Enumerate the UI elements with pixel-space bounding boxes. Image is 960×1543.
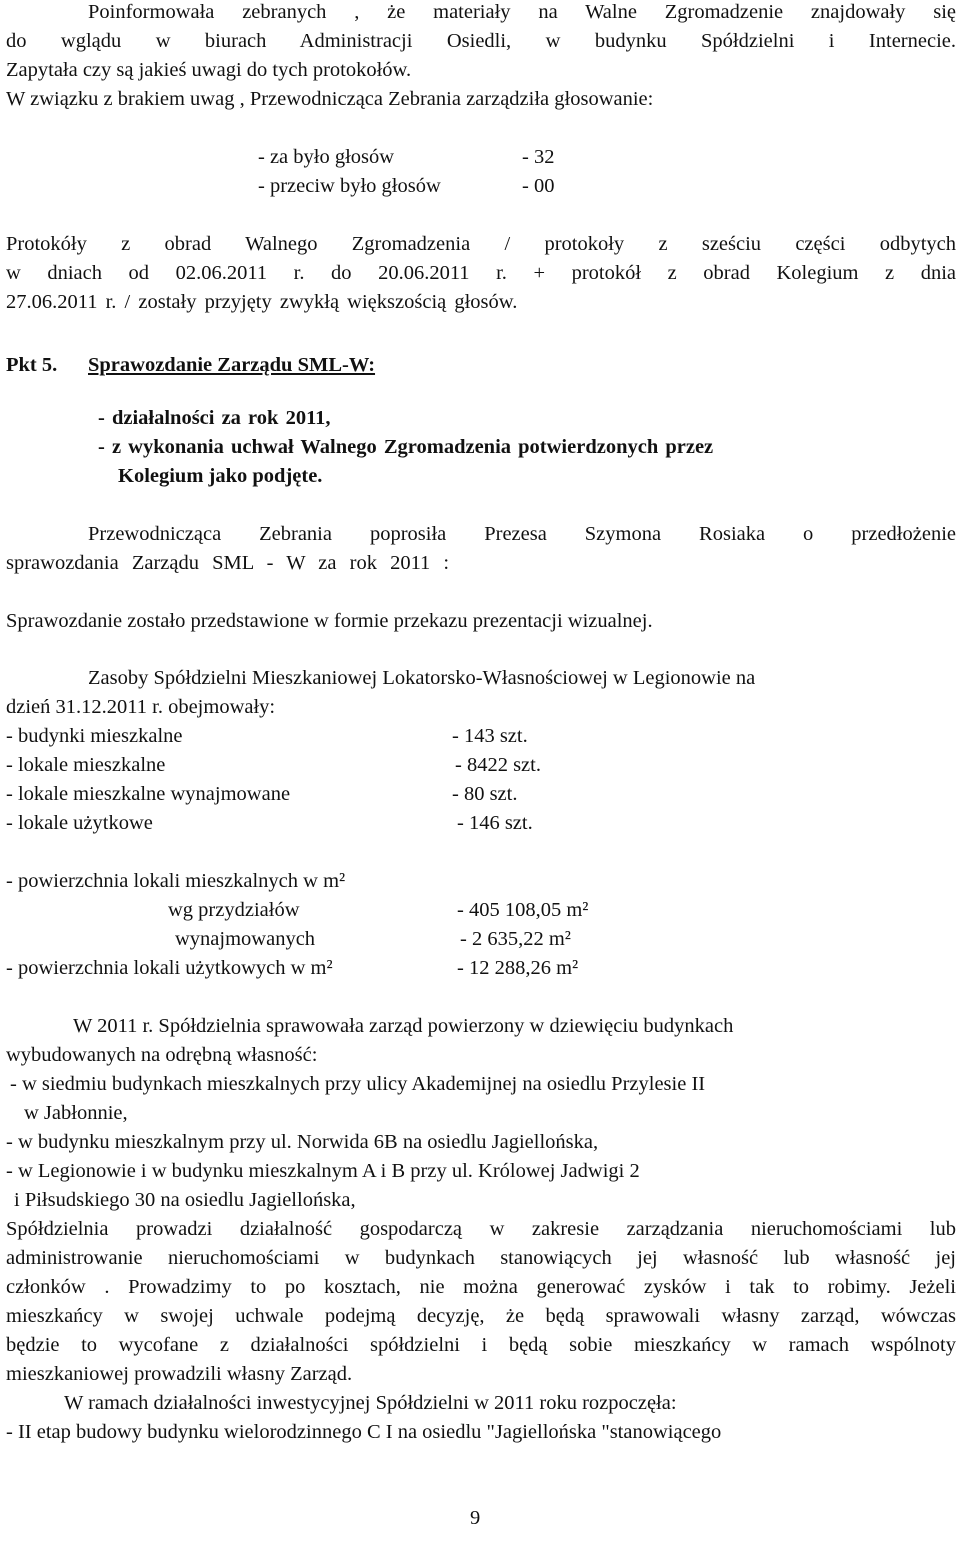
activity-line-1: Spółdzielnia prowadzi działalność gospodarczą w zakresie zarządzania nieruchomościami lub: [6, 1218, 956, 1240]
activity-line-3: członków . Prowadzimy to po kosztach, nie można generować zysków i tak to robimy. Jeżeli: [6, 1276, 956, 1298]
management-line-2: wybudowanych na odrębną własność:: [6, 1044, 318, 1066]
management-bullet-1-cont: w Jabłonnie,: [24, 1102, 128, 1124]
vote-for-label: - za było głosów: [258, 146, 395, 168]
section-item-1: - działalności za rok 2011,: [98, 407, 331, 429]
management-bullet-3-cont: i Piłsudskiego 30 na osiedlu Jagiellońska,: [14, 1189, 356, 1211]
section-item-2-cont: Kolegium jako podjęte.: [118, 465, 323, 487]
protocols-line-3: 27.06.2011 r. / zostały przyjęty zwykłą większością głosów.: [6, 291, 518, 313]
request-line-2: sprawozdania Zarządu SML - W za rok 2011 :: [6, 552, 450, 574]
area-allocated-value: - 405 108,05 m²: [457, 899, 589, 921]
resources-line-1: Zasoby Spółdzielni Mieszkaniowej Lokatorsko-Własnościowej w Legionowie na: [88, 667, 756, 689]
resource-item-label: - lokale mieszkalne wynajmowane: [6, 783, 291, 805]
intro-line-2: do wglądu w biurach Administracji Osiedli, w budynku Spółdzielni i Internecie.: [6, 30, 956, 52]
section-item-2: - z wykonania uchwał Walnego Zgromadzenia potwierdzonych przez: [98, 436, 714, 458]
investment-line-2: - II etap budowy budynku wielorodzinnego C I na osiedlu "Jagiellońska "stanowiącego: [6, 1421, 722, 1443]
presented-line: Sprawozdanie zostało przedstawione w formie przekazu prezentacji wizualnej.: [6, 610, 653, 632]
resource-item-label: - lokale mieszkalne: [6, 754, 166, 776]
resource-item-label: - lokale użytkowe: [6, 812, 153, 834]
resource-item-value: - 143 szt.: [452, 725, 528, 747]
activity-line-4: mieszkańcy w swojej uchwale podejmą decyzję, że będą sprawowali własny zarząd, wówczas: [6, 1305, 956, 1327]
intro-line-1: Poinformowała zebranych , że materiały na Walne Zgromadzenie znajdowały się: [88, 1, 956, 23]
vote-against-label: - przeciw było głosów: [258, 175, 441, 197]
protocols-line-1: Protokóły z obrad Walnego Zgromadzenia / protokoły z sześciu części odbytych: [6, 233, 956, 255]
section-number: Pkt 5.: [6, 354, 58, 376]
management-bullet-2: - w budynku mieszkalnym przy ul. Norwida 6B na osiedlu Jagiellońska,: [6, 1131, 599, 1153]
intro-line-4: W związku z brakiem uwag , Przewodnicząca Zebrania zarządziła głosowanie:: [6, 88, 654, 110]
resource-item-label: - budynki mieszkalne: [6, 725, 183, 747]
vote-for-value: - 32: [522, 146, 555, 168]
protocols-line-2: w dniach od 02.06.2011 r. do 20.06.2011 r. + protokół z obrad Kolegium z dnia: [6, 262, 956, 284]
resource-item-value: - 146 szt.: [457, 812, 533, 834]
management-bullet-3: - w Legionowie i w budynku mieszkalnym A i B przy ul. Królowej Jadwigi 2: [6, 1160, 640, 1182]
area-utility-value: - 12 288,26 m²: [457, 957, 579, 979]
investment-line-1: W ramach działalności inwestycyjnej Spółdzielni w 2011 roku rozpoczęła:: [64, 1392, 677, 1414]
area-utility-label: - powierzchnia lokali użytkowych w m²: [6, 957, 333, 979]
activity-line-6: mieszkaniowej prowadzili własny Zarząd.: [6, 1363, 353, 1385]
management-bullet-1: - w siedmiu budynkach mieszkalnych przy ulicy Akademijnej na osiedlu Przylesie II: [10, 1073, 706, 1095]
area-rented-value: - 2 635,22 m²: [460, 928, 571, 950]
page-number: 9: [470, 1507, 481, 1529]
management-line-1: W 2011 r. Spółdzielnia sprawowała zarząd powierzony w dziewięciu budynkach: [73, 1015, 734, 1037]
activity-line-2: administrowanie nieruchomościami w budynkach stanowiących jej własność lub własność jej: [6, 1247, 956, 1269]
area-residential-label: - powierzchnia lokali mieszkalnych w m²: [6, 870, 346, 892]
area-rented-label: wynajmowanych: [175, 928, 316, 950]
vote-against-value: - 00: [522, 175, 555, 197]
request-line-1: Przewodnicząca Zebrania poprosiła Prezesa Szymona Rosiaka o przedłożenie: [88, 523, 956, 545]
resource-item-value: - 8422 szt.: [455, 754, 541, 776]
section-title: Sprawozdanie Zarządu SML-W:: [88, 354, 376, 376]
activity-line-5: będzie to wycofane z działalności spółdzielni i będą sobie mieszkańcy w ramach wspólnoty: [6, 1334, 956, 1356]
intro-line-3: Zapytała czy są jakieś uwagi do tych protokołów.: [6, 59, 412, 81]
resource-item-value: - 80 szt.: [452, 783, 518, 805]
area-allocated-label: wg przydziałów: [168, 899, 300, 921]
resources-line-2: dzień 31.12.2011 r. obejmowały:: [6, 696, 276, 718]
